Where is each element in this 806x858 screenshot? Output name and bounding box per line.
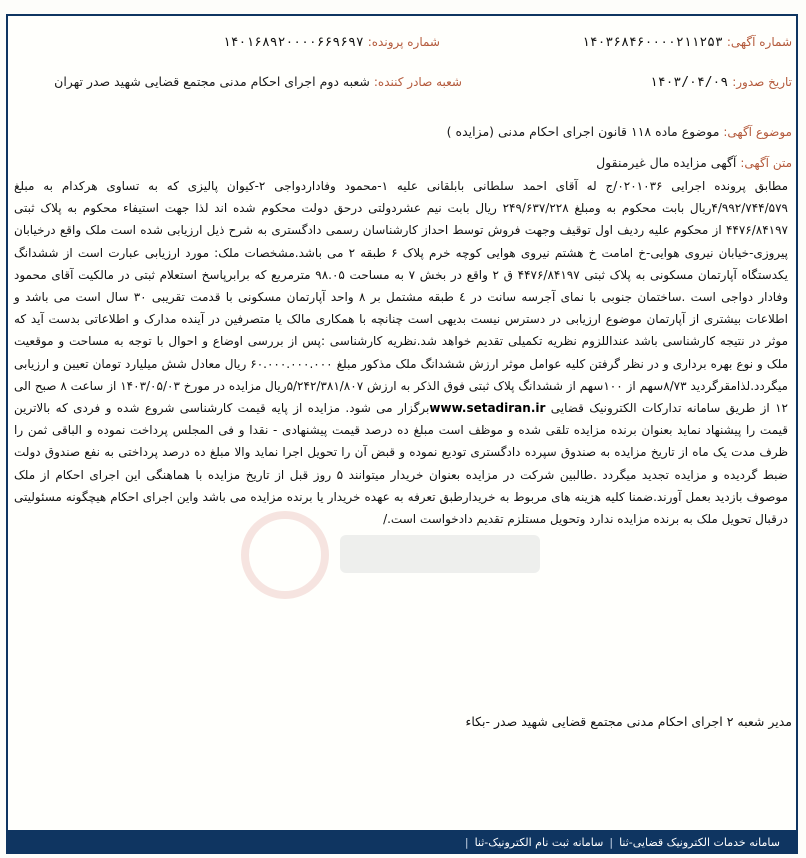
- issue-date-label: تاریخ صدور:: [732, 75, 792, 89]
- ad-number-value: ۱۴۰۳۶۸۴۶۰۰۰۰۲۱۱۲۵۳: [581, 35, 723, 50]
- footer-link-sana-services[interactable]: سامانه خدمات الکترونیک قضایی-ثنا: [619, 836, 780, 849]
- issuer-field: [54, 74, 462, 89]
- signature: مدیر شعبه ۲ اجرای احکام مدنی مجتمع قضایی شهید صدر -بکاء: [465, 714, 792, 729]
- case-number-label: شماره پرونده:: [367, 35, 440, 49]
- footer-bar: [6, 832, 798, 854]
- notice-body: [14, 175, 788, 530]
- subject-label: موضوع آگهی:: [723, 125, 792, 139]
- text-title-field: [596, 155, 792, 170]
- subject-value: موضوع ماده ۱۱۸ قانون اجرای احکام مدنی (مزایده ): [446, 124, 720, 139]
- issuer-value: شعبه دوم اجرای احکام مدنی مجتمع قضایی شهید صدر تهران: [54, 74, 370, 89]
- footer-separator: |: [609, 836, 614, 849]
- footer-link-sana-registration[interactable]: سامانه ثبت نام الکترونیک-ثنا: [474, 836, 604, 849]
- case-number-value: ۱۴۰۱۶۸۹۲۰۰۰۰۶۶۹۶۹۷: [222, 35, 364, 50]
- issue-date-field: [650, 74, 792, 90]
- setadiran-link[interactable]: www.setadiran.ir: [429, 401, 546, 416]
- ad-number-label: شماره آگهی:: [726, 35, 792, 49]
- text-title: آگهی مزایده مال غیرمنقول: [596, 155, 737, 170]
- case-number-field: [223, 34, 440, 50]
- footer-trailing-separator: |: [464, 836, 469, 849]
- body-paragraph-main: مطابق پرونده اجرایی ۰۲۰۱۰۳۶/ج له آقای احمد سلطانی بابلقانی علیه ۱-محمود وفاداردواجی ۲-کیوان پالیزی که به تساوی هرکدام به مبلغ ۴/۹۹۲/۷۴۴/۵۷۹ریال بابت محکوم به ومبلغ ۲۴۹/۶۳۷/۲۲۸ ریال بابت نیم عشردولتی درحق دولت محکوم شده اند لذا جهت استیفاء محکوم به پلاک ثبتی ۴۴۷۶/۸۴۱۹۷ از محکوم علیه ردیف اول توقیف وجهت فروش توسط احداز کارشناسان رسمی دادگستری به شرح ذیل ارزیابی شده است ملک واقع درخیابان پیروزی-خیابان نیروی هوایی-خ امامت خ هشتم نیروی هوایی کوچه خرم پلاک ۶ طبقه ۲ می باشد.مشخصات ملک: مورد ارزیابی عبارت است از ششدانگ یکدستگاه آپارتمان مسکونی به پلاک ثبتی ۴۴۷۶/۸۴۱۹۷ ق ۲ واقع در بخش ۷ به مساحت ۹۸.۰۵ مترمربع که برابرپاسخ استعلام ثبتی در مالکیت آقای محمود وفادار دواجی است .ساختمان جنوبی با نمای آجرسه سانت در ٤ طبقه مشتمل بر ۸ واحد آپارتمان مسکونی با قدمت تقریبی ۳۰ سال است می باشد و اطلاعات بیشتری از آپارتمان موضوع ارزیابی در دسترس نیست بدیهی است چنانچه با همکاری مالک یا متصرفین در آینده مدارک و اطلاعاتی بدست آید که موثر در نتیجه کارشناسی باشد عنداللزوم نظریه تکمیلی تقدیم خواهد شد.نظریه کارشناسی :پس از بررسی اوضاع و احوال با توجه به مساحت و موقعیت ملک و نوع بهره برداری و در نظر گرفتن کلیه عوامل موثر ارزش ششدانگ ملک مذکور مبلغ ۶۰.۰۰۰.۰۰۰.۰۰۰ ریال معادل شش میلیارد تومان تعیین و ارزیابی میگردد.لذامقرگردید ۸/۷۳سهم از ۱۰۰سهم از ششدانگ پلاک ثبتی فوق الذکر به ارزش ۵/۲۴۲/۳۸۱/۸۰۷ریال مزایده در مورخ ۱۴۰۳/۰۵/۰۳ از ساعت ۸ صبح الی ۱۲ از طریق سامانه تدارکات الکترونیک قضایی: [14, 179, 789, 416]
- issue-date-value: ۱۴۰۳/۰۴/۰۹: [649, 75, 729, 90]
- subject-field: [447, 124, 792, 139]
- ad-number-field: [582, 34, 792, 50]
- issuer-label: شعبه صادر کننده:: [373, 75, 462, 89]
- text-label: متن آگهی:: [740, 156, 792, 170]
- body-paragraph-rest: برگزار می شود. مزایده از پایه قیمت کارشناسی شروع شده و فردی که بالاترین قیمت را پیشنهاد نماید بعنوان برنده مزایده تلقی شده و موظف است مبلغ ده درصد قیمت پیشنهادی - نقدا و فی المجلس پرداخت نموده و الباقی ثمن را ظرف مدت یک ماه از تاریخ مزایده به صندوق سپرده دادگستری تودیع نموده و قبض آن را تحویل اجرا نماید والا مبلغ ده درصد پرداختی به نفع صندوق دولت ضبط گردیده و مزایده تجدید میگردد .طالبین شرکت در مزایده بعنوان خریدار میتوانند ۵ روز قبل از تاریخ مزایده با هماهنگی این اجرای احکام از ملک موصوف بازدید بعمل آورند.ضمنا کلیه هزینه های مربوط به خریدارطبق تعرفه به عهده خریدار یا برنده مزایده می باشد واین اجرای احکام هیچگونه مسئولیتی درقبال تحویل ملک به برنده مزایده ندارد وتحویل مستلزم تقدیم دادخواست است./: [14, 401, 788, 527]
